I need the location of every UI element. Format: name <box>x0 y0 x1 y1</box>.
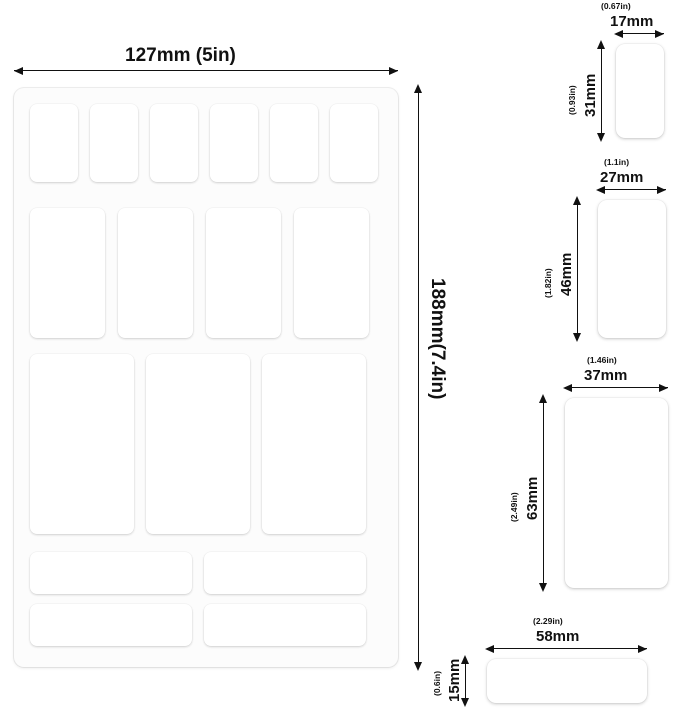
label-tile <box>204 604 366 646</box>
sample3-height-dimension-line <box>543 398 544 588</box>
sample4-width-arrow-right <box>638 645 647 653</box>
sample-label-27x46 <box>598 200 666 338</box>
label-sheet <box>14 88 398 667</box>
sample3-width-arrow-left <box>563 384 572 392</box>
sample3-height-arrow-top <box>539 394 547 403</box>
sample3-width-dimension-line <box>565 387 668 388</box>
sample1-width-in: (0.67in) <box>601 1 631 11</box>
sample2-width-mm: 27mm <box>600 169 644 186</box>
label-tile <box>210 104 258 182</box>
sample3-width-in: (1.46in) <box>587 355 617 365</box>
sample2-height-dimension-line <box>577 200 578 338</box>
label-tile <box>262 354 366 534</box>
sample2-width-in: (1.1in) <box>604 157 630 167</box>
sheet-width-label: 127mm (5in) <box>125 45 236 66</box>
label-tile <box>204 552 366 594</box>
sample2-height-mm: 46mm <box>558 252 575 296</box>
sheet-height-dimension-line <box>418 88 419 667</box>
label-tile <box>30 604 192 646</box>
sample4-width-mm: 58mm <box>536 628 580 645</box>
sample2-width-dimension-line <box>598 189 666 190</box>
label-tile <box>30 354 134 534</box>
sample2-width-arrow-right <box>657 186 666 194</box>
label-tile <box>294 208 369 338</box>
sheet-height-arrow-bottom <box>414 662 422 671</box>
sample1-height-arrow-bottom <box>597 133 605 142</box>
sample3-height-in: (2.49in) <box>509 492 519 522</box>
sample-label-17x31 <box>616 44 664 138</box>
sample3-height-mm: 63mm <box>524 476 541 520</box>
sample1-height-dimension-line <box>601 44 602 138</box>
label-tile <box>330 104 378 182</box>
sample1-width-mm: 17mm <box>610 13 654 30</box>
sample4-width-dimension-line <box>487 648 647 649</box>
sample3-width-mm: 37mm <box>584 367 628 384</box>
sample4-height-in: (0.6in) <box>432 670 442 696</box>
label-tile <box>30 208 105 338</box>
sample4-height-dimension-line <box>465 659 466 703</box>
sample1-width-arrow-left <box>614 30 623 38</box>
label-tile <box>270 104 318 182</box>
sheet-width-arrow-right <box>389 67 398 75</box>
sample2-height-in: (1.82in) <box>543 268 553 298</box>
label-tile <box>118 208 193 338</box>
label-tile <box>30 104 78 182</box>
label-tile <box>150 104 198 182</box>
sample2-width-arrow-left <box>596 186 605 194</box>
sample4-width-arrow-left <box>485 645 494 653</box>
sample1-height-in: (0.93in) <box>567 85 577 115</box>
sheet-height-label: 188mm(7.4in) <box>427 278 448 400</box>
sample2-height-arrow-bottom <box>573 333 581 342</box>
label-tile <box>30 552 192 594</box>
sample3-width-arrow-right <box>659 384 668 392</box>
label-tile <box>146 354 250 534</box>
label-tile <box>90 104 138 182</box>
sample-label-58x15 <box>487 659 647 703</box>
sample4-width-in: (2.29in) <box>533 616 563 626</box>
sample1-height-mm: 31mm <box>582 73 599 117</box>
sample1-height-arrow-top <box>597 40 605 49</box>
sample-label-37x63 <box>565 398 668 588</box>
sheet-height-arrow-top <box>414 84 422 93</box>
sheet-width-dimension-line <box>14 70 398 71</box>
sample2-height-arrow-top <box>573 196 581 205</box>
sample4-height-mm: 15mm <box>446 658 463 702</box>
sheet-width-arrow-left <box>14 67 23 75</box>
sample1-width-arrow-right <box>655 30 664 38</box>
label-tile <box>206 208 281 338</box>
sample3-height-arrow-bottom <box>539 583 547 592</box>
